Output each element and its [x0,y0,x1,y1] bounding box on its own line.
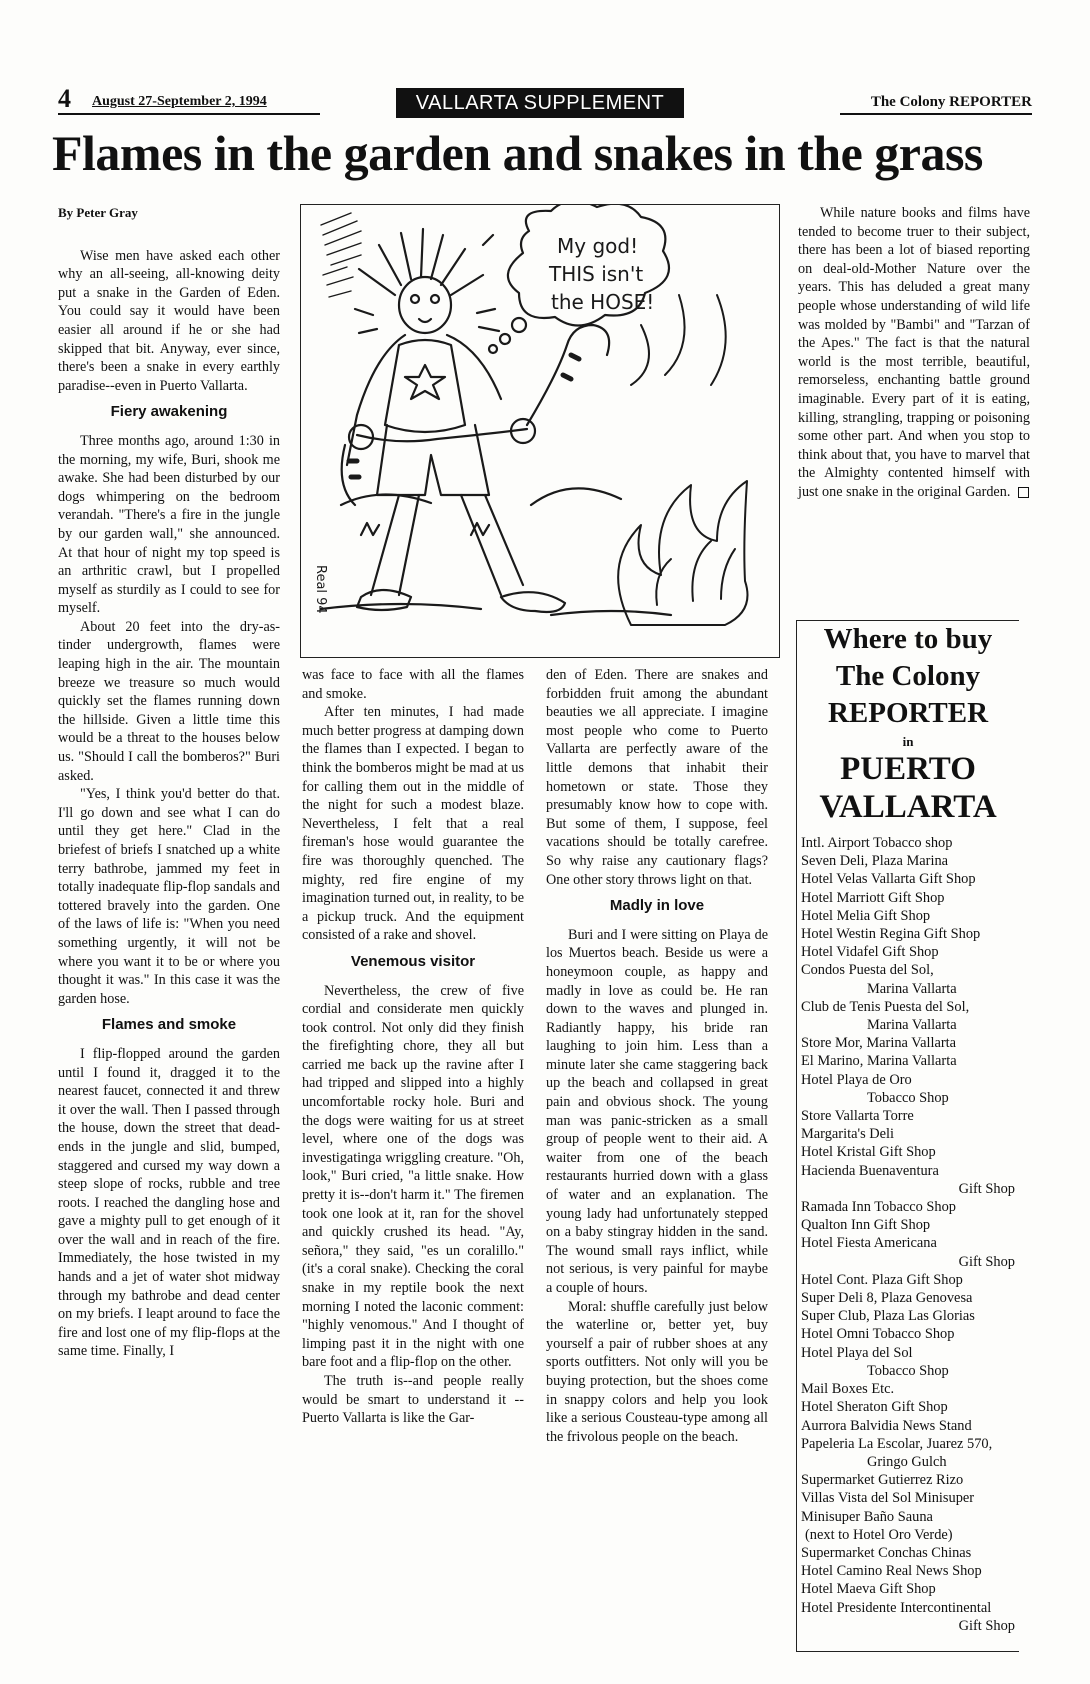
shop-item: Club de Tenis Puesta del Sol, [801,998,970,1015]
shop-item: Hotel Cont. Plaza Gift Shop [801,1271,963,1288]
shop-item: Hacienda Buenaventura [801,1162,939,1179]
paragraph: About 20 feet into the dry-as-tinder undergrowth, flames were leaping high in the air. The mountain breeze we treasure so much would quickly set the flames running down the hillside. Given a little time this would be a threat to the houses below us. "Should I call the bomberos?" Buri asked. [58,618,280,784]
cartoon-man-snake-fire-icon [301,205,779,657]
shop-item-continued: Marina Vallarta [867,980,957,997]
box-in: in [902,734,914,749]
box-title-line-2: The Colony [835,660,981,692]
shop-item: Intl. Airport Tobacco shop [801,835,953,851]
shop-item-continued: Tobacco Shop [867,1089,949,1106]
shop-item-continued: Gift Shop [958,1617,1015,1634]
shop-item: Hotel Maeva Gift Shop [801,1581,936,1598]
shop-item: Hotel Camino Real News Shop [801,1563,982,1580]
paragraph-text: While nature books and films have tended to become truer to their subject, there has been a lot of biased reporting on deal-old-Mother Nature over the years. This has deluded a great many people whose understanding of wild life was molded by "Bambi" and "Tarzan of the Apes." The fact is that the natural world is the most terrible, beautiful, remorseless, enchanting battle ground imaginable. Every part of it is eating, killing, strangling, trapping or poisoning some other part. And when you stop to think about that, you have to marvel that the Almighty contented himself with just one snake in the original Garden. [798,205,1030,500]
shop-item: Hotel Westin Regina Gift Shop [801,926,981,943]
shop-item: Hotel Melia Gift Shop [801,907,931,924]
bubble-text-2: THIS isn't [549,262,644,286]
article-column-3 [546,666,768,1446]
shop-item: Margarita's Deli [801,1126,895,1143]
paragraph: After ten minutes, I had made much better progress at damping down the flames than I expected. I began to think the bomberos might be mad at us for calling them out in the middle of the night for such a modest blaze. Nevertheless, I felt that a real fireman's hose would guarantee the fire was thoroughly quenched. The mighty, red fire engine of my imagination turned out, in reality, to be a pickup truck. And the equipment consisted of a rake and shovel. [302,704,524,944]
paper-name: The Colony REPORTER [870,94,1032,110]
shop-item: Store Vallarta Torre [801,1108,914,1125]
shop-item: Mail Boxes Etc. [801,1381,895,1398]
bubble-text-1: My god! [557,234,639,258]
shop-item: Minisuper Baño Sauna [801,1508,933,1525]
shop-item: Hotel Presidente Intercontinental [801,1599,992,1616]
shop-item: Qualton Inn Gift Shop [801,1217,931,1234]
shop-item: El Marino, Marina Vallarta [801,1053,957,1070]
paragraph: "Yes, I think you'd better do that. I'll go down and see what I can do until they get here." Clad in the briefest of briefs I snatched up a white terry bathrobe, jammed my feet in totally inadequate flip-flop sandals and tottered bravely into the garden. One of the laws of life is: "When you need something urgently, it will not be where you want it to be or where you thought it was." In this case it was the garden hose. [58,786,280,1007]
article-column-1 [58,204,280,1361]
shop-item: Store Mor, Marina Vallarta [801,1035,957,1052]
paragraph: was face to face with all the flames and smoke. [302,667,524,702]
paragraph [798,204,1030,502]
box-title-line-3: REPORTER [827,697,989,729]
shop-item: Hotel Playa del Sol [801,1344,913,1361]
bubble-text-3: the HOSE! [551,290,655,314]
shop-item: Super Deli 8, Plaza Genovesa [801,1290,973,1307]
shop-item-continued: Gift Shop [958,1253,1015,1270]
shop-item: Supermarket Gutierrez Rizo [801,1472,964,1489]
shop-item: Hotel Kristal Gift Shop [801,1144,936,1161]
shop-item: Hotel Marriott Gift Shop [801,889,945,906]
article-column-4 [798,204,1030,502]
shop-item: Hotel Sheraton Gift Shop [801,1399,948,1416]
subhead: Madly in love [609,897,705,915]
shop-item: Supermarket Conchas Chinas [801,1544,972,1561]
shop-item: Condos Puesta del Sol, [801,962,934,979]
paragraph: Moral: shuffle carefully just below the waterline or, better yet, buy yourself a pair of rubber shoes at any sports outfitters. Not only will you be buying protection, but the shoes come in snappy colors and help you look like a serious Cousteau-type among all the frivolous people on the beach. [546,1298,768,1445]
byline: By Peter Gray [58,205,138,220]
box-place-line-1: PUERTO [840,751,976,787]
cartoon-illustration [300,204,780,658]
subhead: Flames and smoke [101,1016,237,1034]
shop-list [797,834,1019,1635]
shop-item: Hotel Omni Tobacco Shop [801,1326,955,1343]
shop-item-continued: Marina Vallarta [867,1017,957,1034]
shop-item: Aurrora Balvidia News Stand [801,1417,972,1434]
shop-item: Villas Vista del Sol Minisuper [801,1490,975,1507]
where-to-buy-box [796,620,1019,1652]
box-place-line-2: VALLARTA [819,789,997,825]
shop-item-continued: Tobacco Shop [867,1362,949,1379]
shop-item: Ramada Inn Tobacco Shop [801,1199,956,1216]
page-number: 4 [58,84,71,113]
paragraph: Three months ago, around 1:30 in the morning, my wife, Buri, shook me awake. She had been disturbed by our dogs whimpering on the bedroom verandah. "There's a fire in the jungle by our garden wall," she announced. At that hour of night my top speed is an arthritic crawl, but I propelled myself as sturdily as I could to see for myself. [58,432,280,617]
box-title-line-1: Where to buy [823,623,993,655]
paragraph: I flip-flopped around the garden until I found it, dragged it to the nearest faucet, connected it and threw it over the wall. Then I passed through the house, down the street that dead-ends in the jungle and slid, bumped, staggered and cursed my way down a steep slope of rocks, rubble and tree roots. I reached the dangling hose and gave a mighty pull to get enough of it over the wall and in reach of the fire. Immediately, the hose twisted in my hands and a jet of water shot midway through my bathrobe and dead center on my briefs. I leapt around to face the fire and lost one of my flip-flops at the same time. Finally, I [58,1045,280,1360]
shop-item: Hotel Vidafel Gift Shop [801,944,939,961]
paragraph: den of Eden. There are snakes and forbidden fruit among the abundant beauties we all appreciate. I imagine most people who come to Puerto Vallarta are perfectly aware of the little demons that inhabit their hometown or state. Those they presumably know how to cope with. But some of them, I suppose, feel vacations should be totally carefree. So why raise any cautionary flags? One other story throws light on that. [546,667,768,888]
shop-item-continued: Gringo Gulch [867,1453,947,1470]
article-column-2 [302,666,524,1428]
end-mark-icon [1018,487,1029,498]
paragraph: The truth is--and people really would be smart to understand it --Puerto Vallarta is like the Gar- [302,1372,524,1427]
subhead: Fiery awakening [110,403,228,421]
issue-date: August 27-September 2, 1994 [92,94,267,109]
paragraph: Wise men have asked each other why an all-seeing, all-knowing deity put a snake in the Garden of Eden. You could say it would have been easier all around if he or she had skipped that bit. Anyway, ever since, there's been a snake in every earthly paradise--even in Puerto Vallarta. [58,247,280,394]
subhead: Venemous visitor [350,952,476,970]
paper-rule [840,113,1032,115]
shop-item: Seven Deli, Plaza Marina [801,853,949,870]
masthead-rule [58,113,320,115]
shop-item: Hotel Playa de Oro [801,1071,912,1088]
shop-item-continued: Gift Shop [958,1180,1015,1197]
shop-item: Super Club, Plaza Las Glorias [801,1308,975,1325]
cartoonist-signature: Real 94 [313,565,328,614]
shop-item-continued: (next to Hotel Oro Verde) [805,1526,953,1543]
paragraph: Buri and I were sitting on Playa de los Muertos beach. Beside us were a honeymoon couple, as happy and madly in love as could be. He ran down to the waves and plunged in. Radiantly happy, his bride ran laughing to join him. Less than a minute later she came staggering back up the beach and collapsed in great pain and obvious shock. The young man was panic-stricken as a small group of people went to their aid. A waiter from one of the beach restaurants hurried down with a glass of water and an explanation. The young lady had unfortunately stepped on a baby stingray hidden in the sand. The wound small rays inflict, while not serious, is very painful for maybe a couple of hours. [546,926,768,1296]
shop-item: Papeleria La Escolar, Juarez 570, [801,1435,993,1452]
shop-item: Hotel Fiesta Americana [801,1235,937,1252]
paragraph: Nevertheless, the crew of five cordial and considerate men quickly took control. Not only did they finish the firefighting chore, they all but carried me back up the ravine after I had tripped and slipped into a highly uncomfortable rocky hole. Buri and the dogs were waiting for us at street level, where one of the dogs was investigatinga wriggling creature. "Oh, look," Buri cried, "a little snake. How pretty it is--don't harm it." The firemen took one look at it, ran for the shovel and quickly crushed its head. "Ay, señora," they said, "es un coralillo." (it's a coral snake). Checking the coral snake in my reptile book the next morning I noted the laconic comment: "highly venomous." And I thought of limping past it in the night with one bare foot and a flip-flop on the other. [302,982,524,1371]
section-label: VALLARTA SUPPLEMENT [396,88,684,118]
headline: Flames in the garden and snakes in the grass [52,125,983,181]
shop-item: Hotel Velas Vallarta Gift Shop [801,871,976,888]
